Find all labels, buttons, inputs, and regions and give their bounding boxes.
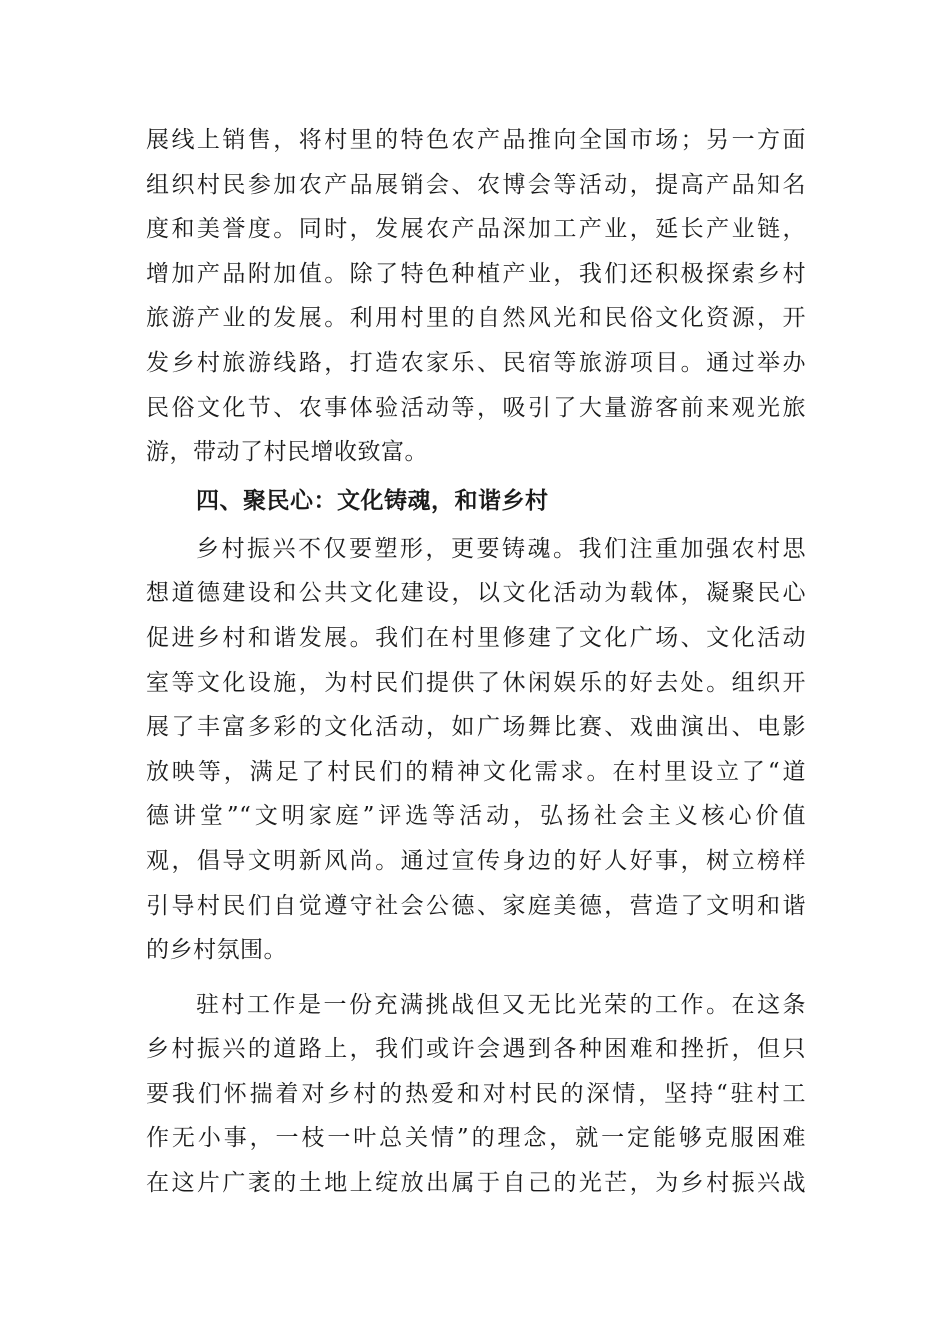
text-line: 室等文化设施，为村民们提供了休闲娱乐的好去处。组织开 bbox=[146, 669, 806, 696]
text-line: 乡村振兴的道路上，我们或许会遇到各种困难和挫折，但只 bbox=[146, 1036, 806, 1063]
text-line: 的乡村氛围。 bbox=[146, 937, 287, 964]
text-line: 游，带动了村民增收致富。 bbox=[146, 439, 428, 466]
paragraph-conclusion bbox=[146, 983, 806, 1206]
text-line: 促进乡村和谐发展。我们在村里修建了文化广场、文化活动 bbox=[146, 624, 806, 651]
paragraph-rural-tourism bbox=[146, 118, 806, 475]
document-body bbox=[146, 118, 806, 1206]
paragraph-spacer bbox=[146, 973, 806, 983]
text-line: 度和美誉度。同时，发展农产品深加工产业，延长产业链， bbox=[146, 216, 806, 243]
section-heading: 四、聚民心：文化铸魂，和谐乡村 bbox=[196, 487, 549, 514]
text-line: 观，倡导文明新风尚。通过宣传身边的好人好事，树立榜样 bbox=[146, 847, 806, 874]
text-line: 想道德建设和公共文化建设，以文化活动为载体，凝聚民心 bbox=[146, 580, 806, 607]
text-line: 乡村振兴不仅要塑形，更要铸魂。我们注重加强农村思 bbox=[196, 535, 806, 562]
text-line: 组织村民参加农产品展销会、农博会等活动，提高产品知名 bbox=[146, 171, 806, 198]
text-line: 展线上销售，将村里的特色农产品推向全国市场；另一方面 bbox=[146, 127, 806, 153]
text-line: 展了丰富多彩的文化活动，如广场舞比赛、戏曲演出、电影 bbox=[146, 714, 806, 741]
text-line: 发乡村旅游线路，打造农家乐、民宿等旅游项目。通过举办 bbox=[146, 349, 806, 376]
paragraph-culture bbox=[146, 527, 806, 973]
text-line: 在这片广袤的土地上绽放出属于自己的光芒，为乡村振兴战 bbox=[146, 1170, 806, 1197]
text-line: 民俗文化节、农事体验活动等，吸引了大量游客前来观光旅 bbox=[146, 394, 806, 421]
text-line: 增加产品附加值。除了特色种植产业，我们还积极探索乡村 bbox=[146, 260, 806, 287]
text-line: 放映等，满足了村民们的精神文化需求。在村里设立了“道 bbox=[146, 758, 806, 785]
text-line: 驻村工作是一份充满挑战但又无比光荣的工作。在这条 bbox=[196, 991, 806, 1018]
text-line: 德讲堂”“文明家庭”评选等活动，弘扬社会主义核心价值 bbox=[146, 803, 806, 830]
text-line: 旅游产业的发展。利用村里的自然风光和民俗文化资源，开 bbox=[146, 305, 806, 332]
text-line: 引导村民们自觉遵守社会公德、家庭美德，营造了文明和谐 bbox=[146, 892, 806, 919]
text-line: 要我们怀揣着对乡村的热爱和对村民的深情，坚持“驻村工 bbox=[146, 1080, 806, 1107]
text-line: 作无小事，一枝一叶总关情”的理念，就一定能够克服困难 bbox=[146, 1125, 806, 1152]
